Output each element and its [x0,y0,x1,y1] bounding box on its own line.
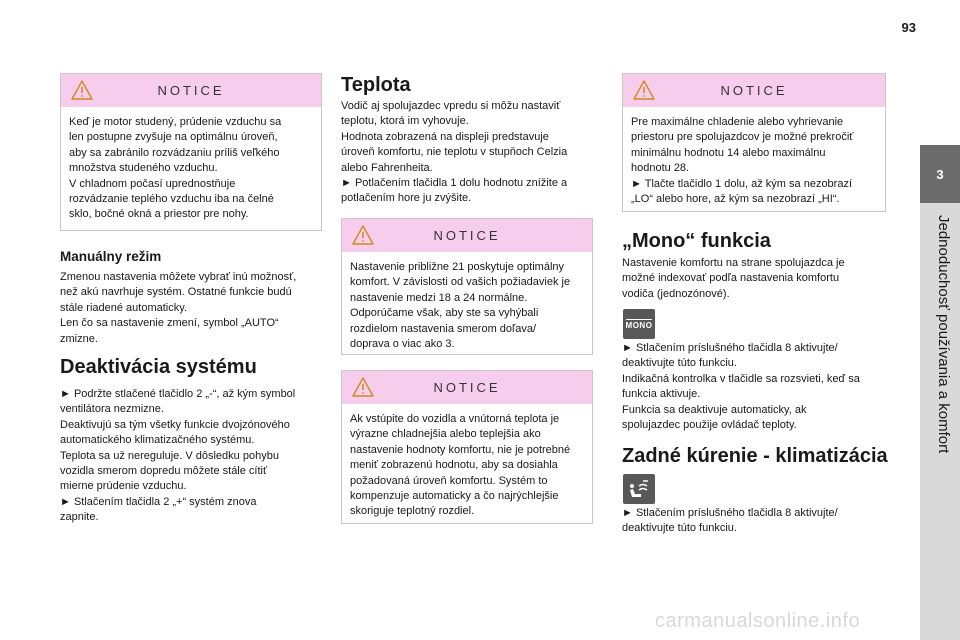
text-line: deaktivujte túto funkciu. [622,357,737,370]
text-line: ventilátora nezmizne. [60,403,164,416]
notice-text [61,107,321,232]
notice-label: NOTICE [433,380,501,395]
temperature-heading: Teplota [341,74,411,96]
text-line: vozidla smerom dopredu môžete stále cítiť [60,465,268,478]
notice-text [342,252,592,361]
temperature-text [341,99,593,207]
text-line: teplotu, ktorá im vyhovuje. [341,115,469,128]
warning-icon [352,225,374,245]
notice-header [623,74,885,107]
warning-icon [71,80,93,100]
text-line: množstva studeného vzduchu. [69,162,218,175]
notice-text [342,404,592,529]
notice-label: NOTICE [433,228,501,243]
chapter-tab[interactable]: 3 [920,145,960,203]
text-line: nastavenie medzi 18 a 24 normálne. [350,291,528,304]
page-number: 93 [901,20,916,35]
text-line: Teplota sa už nereguluje. V dôsledku pohybu [60,449,279,462]
notice-label: NOTICE [720,83,788,98]
text-line: Len čo sa nastavenie zmení, symbol „AUTO“ [60,317,279,330]
text-line: ► Stlačením príslušného tlačidla 8 aktivujte/ [622,507,838,519]
text-line: hodnotu 28. [631,162,690,175]
text-line: rozvádzanie teplého vzduchu iba na čelné [69,193,274,206]
chapter-title: Jednoduchosť používania a komfort [935,215,952,454]
deactivation-text [60,387,322,526]
text-line: požadovaná úroveň komfortu. Systém to [350,474,548,487]
text-line: výrazne chladnejšia alebo teplejšia ako [350,428,541,441]
rear-climate-button-icon [623,474,655,504]
text-line: priestoru pre spolujazdcov je možné prekročiť [631,131,854,144]
text-line: minimálnu hodnotu 14 alebo maximálnu [631,146,826,159]
text-line: Nastavenie približne 21 poskytuje optimálny [350,261,565,273]
text-line: zapnite. [60,511,99,524]
text-line: sklo, bočné okná a priestor pre nohy. [69,208,249,221]
notice-box-max-cooling [622,73,886,212]
mono-heading: „Mono“ funkcia [622,230,771,252]
text-line: alebo Fahrenheita. [341,161,433,174]
warning-icon [352,377,374,397]
rear-seat-airflow-icon [626,477,652,501]
text-line: než akú navrhuje systém. Ostatné funkcie budú [60,286,292,299]
deactivation-heading: Deaktivácia systému [60,356,257,378]
text-line: deaktivujte túto funkciu. [622,522,737,535]
notice-box-setting [341,218,593,355]
notice-text [623,107,885,216]
notice-label: NOTICE [157,83,225,98]
notice-header [342,371,592,404]
text-line: len postupne zvyšuje na optimálnu úroveň, [69,131,278,144]
rear-heating-text [622,506,886,537]
text-line: meniť zobrazenú hodnotu, aby sa dosiahla [350,459,558,472]
text-line: ► Podržte stlačené tlačidlo 2 „-“, až kým symbol [60,388,296,400]
text-line: rozdielom nastavenia smerom doľava/ [350,322,537,335]
text-line: nastavenie hodnoty komfortu, nie je potrebné [350,443,571,456]
text-line: stále riadené automaticky. [60,301,187,314]
text-line: Vodič aj spolujazdec vpredu si môžu nastaviť [341,100,561,112]
text-line: ► Stlačením príslušného tlačidla 8 aktivujte/ [622,342,838,354]
manual-mode-text [60,270,322,347]
watermark-text: carmanualsonline.info [655,610,861,632]
text-line: funkcia aktivuje. [622,388,701,401]
text-line: ► Potlačením tlačidla 1 dolu hodnotu znížite a [341,177,568,190]
rear-heating-heading: Zadné kúrenie - klimatizácia [622,445,888,467]
text-line: komfort. V závislosti od vašich požiadaviek je [350,276,571,289]
text-line: doprava o viac ako 3. [350,338,455,351]
text-line: aby sa zabránilo rozvádzaniu príliš veľkého [69,146,280,159]
mono-intro-text [622,256,886,302]
text-line: Zmenou nastavenia môžete vybrať inú možnosť, [60,271,297,283]
manual-mode-heading: Manuálny režim [60,249,162,264]
text-line: Indikačná kontrolka v tlačidle sa rozsvieti, keď sa [622,372,860,385]
notice-box-cold-engine [60,73,322,231]
text-line: mierne prúdenie vzduchu. [60,480,187,493]
text-line: potlačením hore ju zvýšite. [341,192,472,205]
notice-header [61,74,321,107]
text-line: Pre maximálne chladenie alebo vyhrievanie [631,116,844,128]
mono-text [622,341,886,433]
text-line: Ak vstúpite do vozidla a vnútorná teplota je [350,413,560,425]
text-line: V chladnom počasí uprednostňuje [69,177,236,190]
text-line: kompenzuje automaticky a čo najrýchlejšie [350,490,559,503]
text-line: vodiča (jednozónové). [622,287,730,300]
text-line: Funkcia sa deaktivuje automaticky, ak [622,403,807,416]
text-line: Keď je motor studený, prúdenie vzduchu sa [69,116,282,128]
text-line: skoriguje teplotný rozdiel. [350,505,475,518]
text-line: ► Stlačením tlačidla 2 „+“ systém znova [60,495,257,508]
notice-box-compensation [341,370,593,524]
text-line: zmizne. [60,332,98,345]
notice-header [342,219,592,252]
text-line: „LO“ alebo hore, až kým sa nezobrazí „HI“. [631,193,840,206]
text-line: Odporúčame však, aby ste sa vyhýbali [350,307,539,320]
text-line: automatického klimatizačného systému. [60,434,255,447]
text-line: ► Tlačte tlačidlo 1 dolu, až kým sa nezobrazí [631,177,853,190]
mono-icon-label: MONO [625,320,653,330]
text-line: Hodnota zobrazená na displeji predstavuje [341,130,549,143]
text-line: úroveň komfortu, nie teplotu v stupňoch Celzia [341,146,568,159]
mono-button-icon [623,309,655,339]
text-line: Nastavenie komfortu na strane spolujazdca je [622,257,845,269]
text-line: spolujazdec použije ovládač teploty. [622,419,797,432]
text-line: Deaktivujú sa tým všetky funkcie dvojzónového [60,418,290,431]
text-line: možné indexovať podľa nastavenia komfortu [622,272,840,285]
warning-icon [633,80,655,100]
